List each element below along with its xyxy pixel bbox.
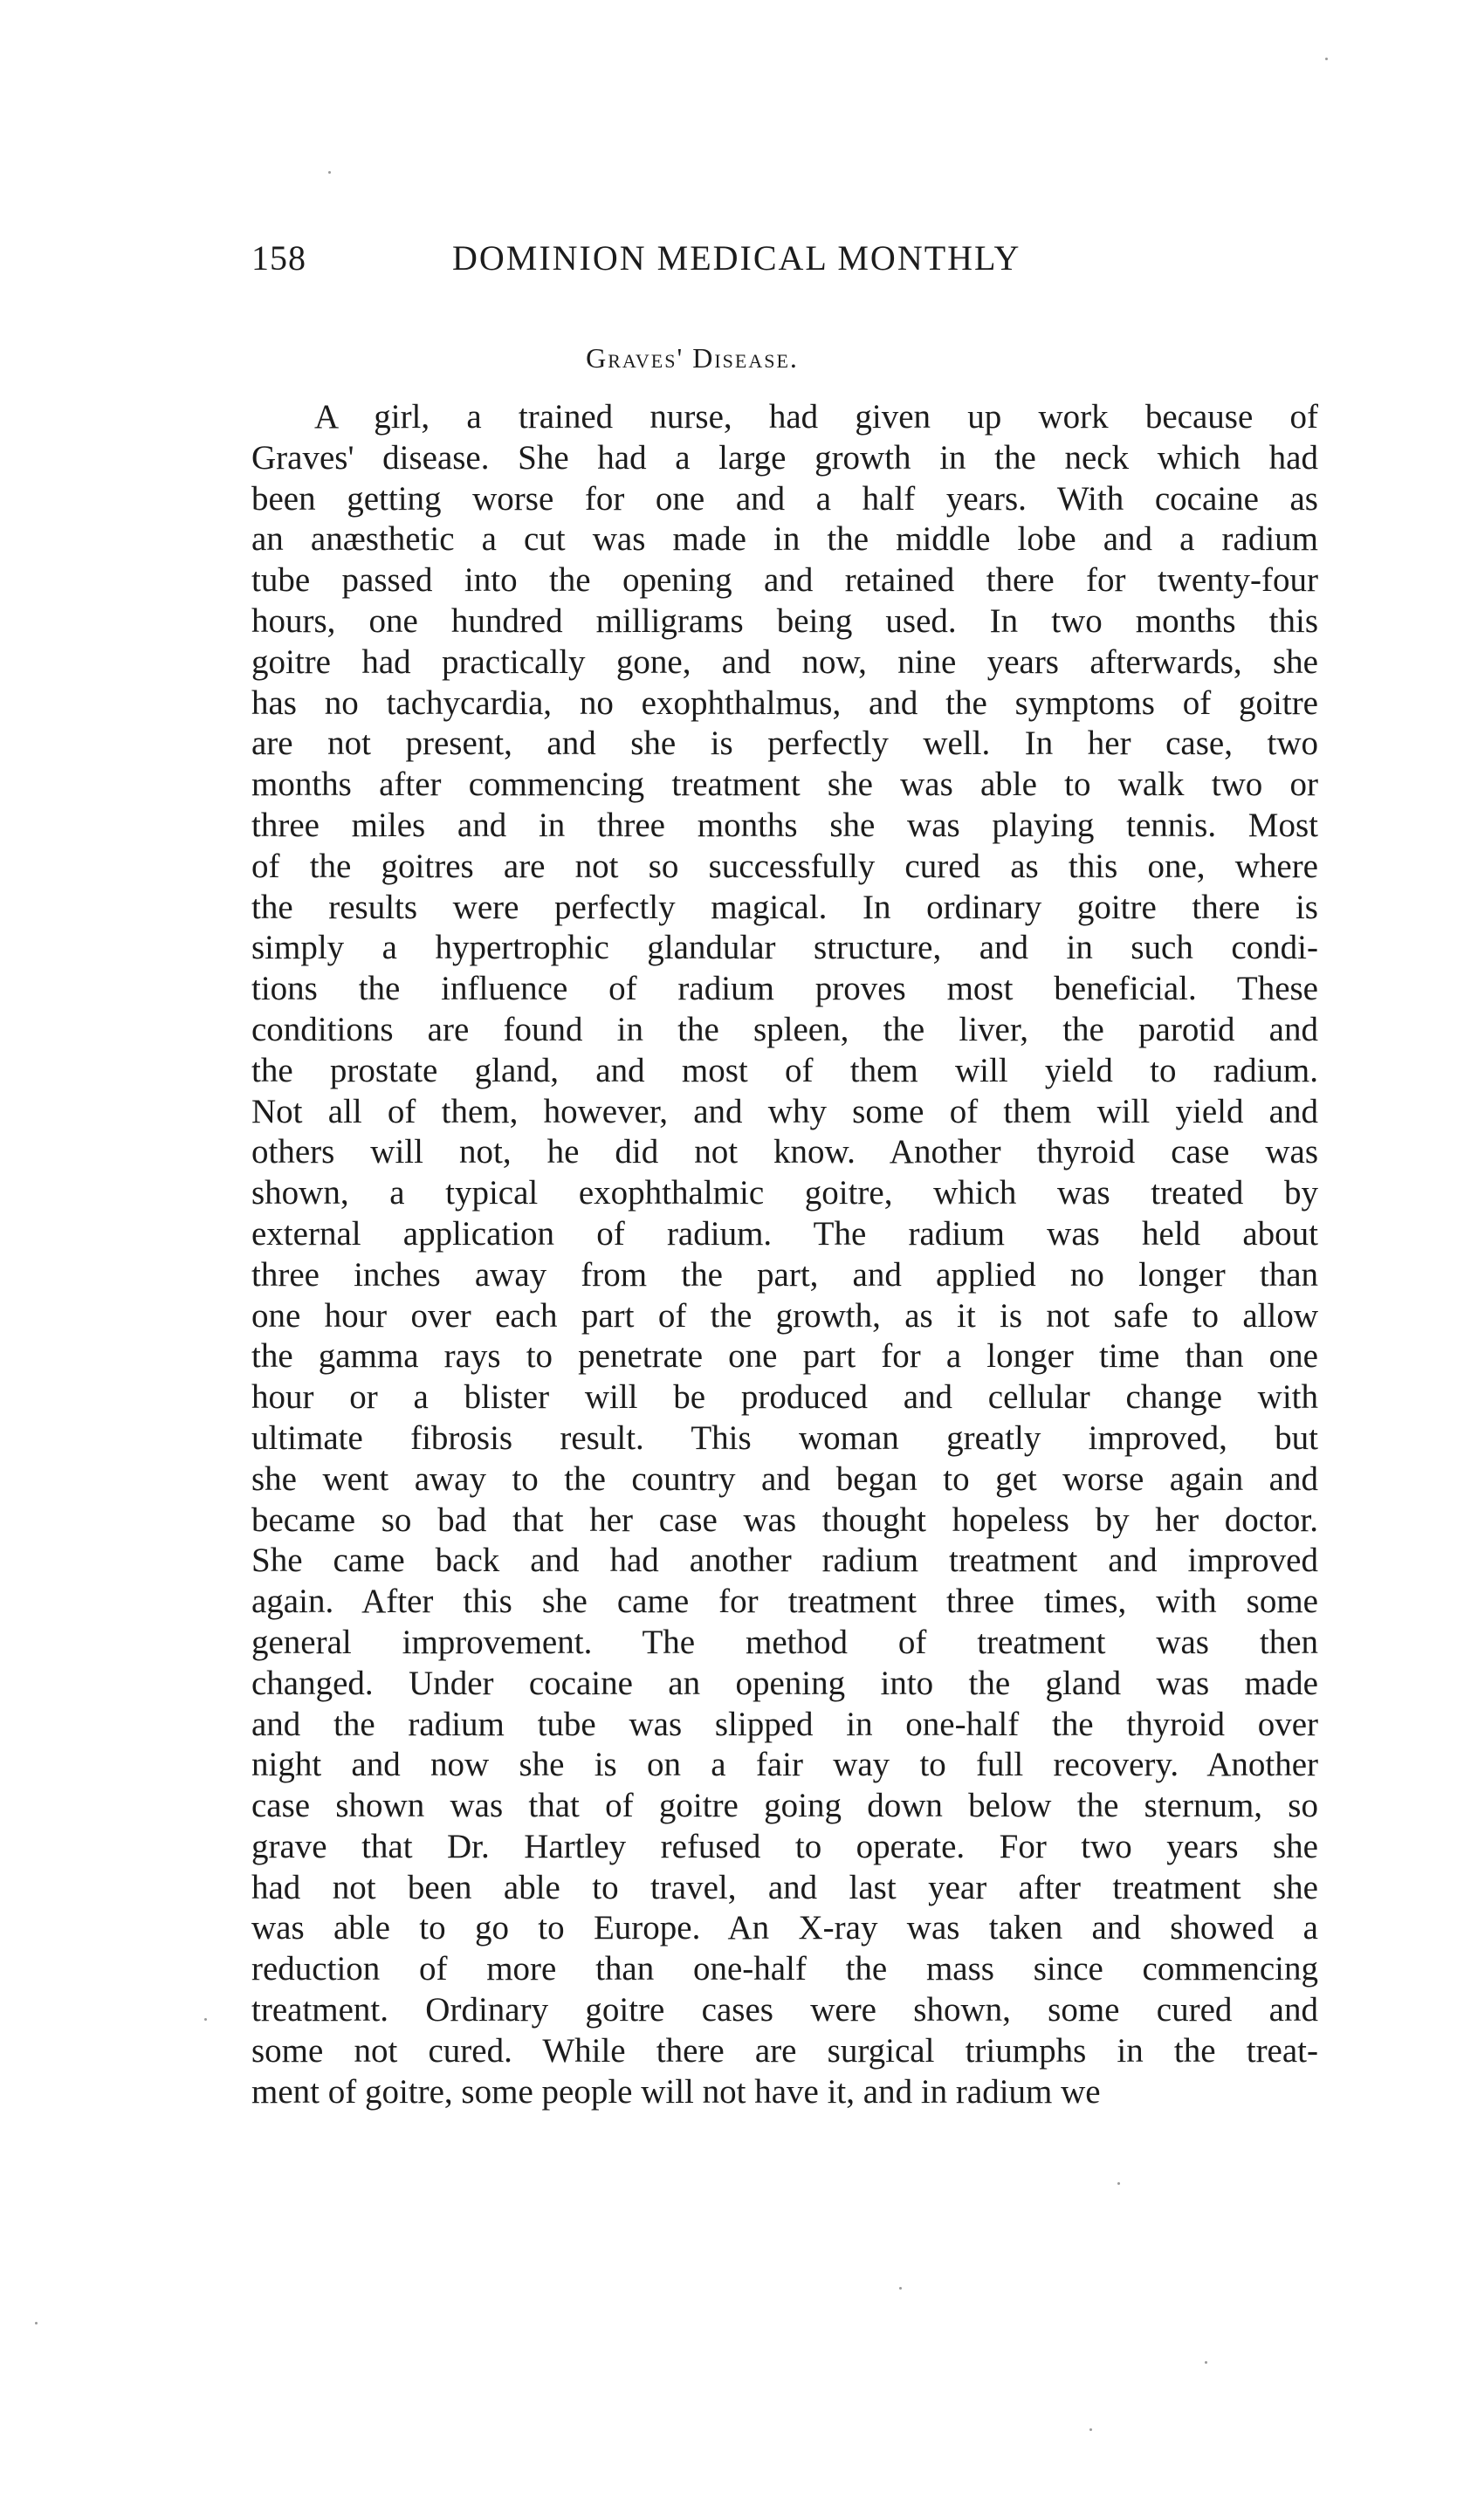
text-line: external application of radium. The radium was held about [251, 1214, 1318, 1253]
text-line: and the radium tube was slipped in one-half the thyroid over [251, 1705, 1318, 1743]
text-line: grave that Dr. Hartley refused to operate. For two years she [251, 1827, 1318, 1865]
text-line: She came back and had another radium treatment and improved [251, 1542, 1318, 1580]
text-line: the results were perfectly magical. In ordinary goitre there is [251, 888, 1318, 926]
text-line: Not all of them, however, and why some of them will yield and [251, 1092, 1318, 1130]
scan-speck [1205, 2361, 1207, 2364]
scan-speck [35, 2322, 38, 2324]
text-line: the gamma rays to penetrate one part for a longer time than one [251, 1337, 1318, 1376]
text-line: months after commencing treatment she was able to walk two or [251, 766, 1318, 804]
text-line: others will not, he did not know. Another thyroid case was [251, 1133, 1318, 1171]
text-line: has no tachycardia, no exophthalmus, and the symptoms of goitre [251, 683, 1318, 722]
section-heading: Graves' Disease. [586, 342, 799, 374]
text-line: goitre had practically gone, and now, nine years afterwards, she [251, 642, 1318, 681]
running-head [251, 237, 1133, 290]
scan-speck [204, 2018, 207, 2021]
body-paragraph [251, 397, 1318, 2112]
text-line: had not been able to travel, and last year after treatment she [251, 1868, 1318, 1906]
text-line: ultimate fibrosis result. This woman greatly improved, but [251, 1418, 1318, 1457]
scan-speck [1325, 58, 1328, 60]
text-line: simply a hypertrophic glandular structure, and in such condi- [251, 929, 1318, 967]
text-line: general improvement. The method of treatment was then [251, 1623, 1318, 1661]
text-line: was able to go to Europe. An X-ray was taken and showed a [251, 1909, 1318, 1947]
text-line: some not cured. While there are surgical triumphs in the treat- [251, 2031, 1318, 2070]
text-line: been getting worse for one and a half years. With cocaine as [251, 479, 1318, 518]
text-line: case shown was that of goitre going down below the sternum, so [251, 1787, 1318, 1825]
journal-title: DOMINION MEDICAL MONTHLY [452, 238, 1021, 278]
text-line: treatment. Ordinary goitre cases were shown, some cured and [251, 1991, 1318, 2029]
text-line: became so bad that her case was thought hopeless by her doctor. [251, 1500, 1318, 1539]
text-line: three inches away from the part, and applied no longer than [251, 1255, 1318, 1294]
text-line: tions the influence of radium proves most beneficial. These [251, 970, 1318, 1008]
text-line: changed. Under cocaine an opening into the gland was made [251, 1664, 1318, 1702]
text-line: hour or a blister will be produced and cellular change with [251, 1378, 1318, 1417]
page-number: 158 [251, 238, 306, 278]
text-line: three miles and in three months she was playing tennis. Most [251, 806, 1318, 844]
text-line: ment of goitre, some people will not have it, and in radium we [251, 2072, 1101, 2111]
text-line: one hour over each part of the growth, as it is not safe to allow [251, 1296, 1318, 1335]
scan-speck [899, 2287, 902, 2290]
text-line: again. After this she came for treatment three times, with some [251, 1583, 1318, 1621]
text-line: hours, one hundred milligrams being used. In two months this [251, 601, 1318, 640]
scan-speck [1089, 2428, 1092, 2431]
text-line: reduction of more than one-half the mass since commencing [251, 1950, 1318, 1988]
text-line: Graves' disease. She had a large growth in the neck which had [251, 438, 1318, 477]
scan-speck [328, 171, 331, 174]
scan-speck [1117, 2182, 1120, 2185]
text-line: A girl, a trained nurse, had given up work because of [314, 398, 1318, 436]
text-line: an anæsthetic a cut was made in the middle lobe and a radium [251, 520, 1318, 559]
text-line: shown, a typical exophthalmic goitre, which was treated by [251, 1174, 1318, 1212]
text-line: tube passed into the opening and retained there for twenty-four [251, 561, 1318, 600]
text-line: conditions are found in the spleen, the liver, the parotid and [251, 1010, 1318, 1048]
text-line: she went away to the country and began to get worse again and [251, 1459, 1318, 1498]
text-line: are not present, and she is perfectly well. In her case, two [251, 724, 1318, 763]
text-line: the prostate gland, and most of them will yield to radium. [251, 1051, 1318, 1089]
text-line: night and now she is on a fair way to full recovery. Another [251, 1746, 1318, 1784]
text-line: of the goitres are not so successfully cured as this one, where [251, 847, 1318, 885]
